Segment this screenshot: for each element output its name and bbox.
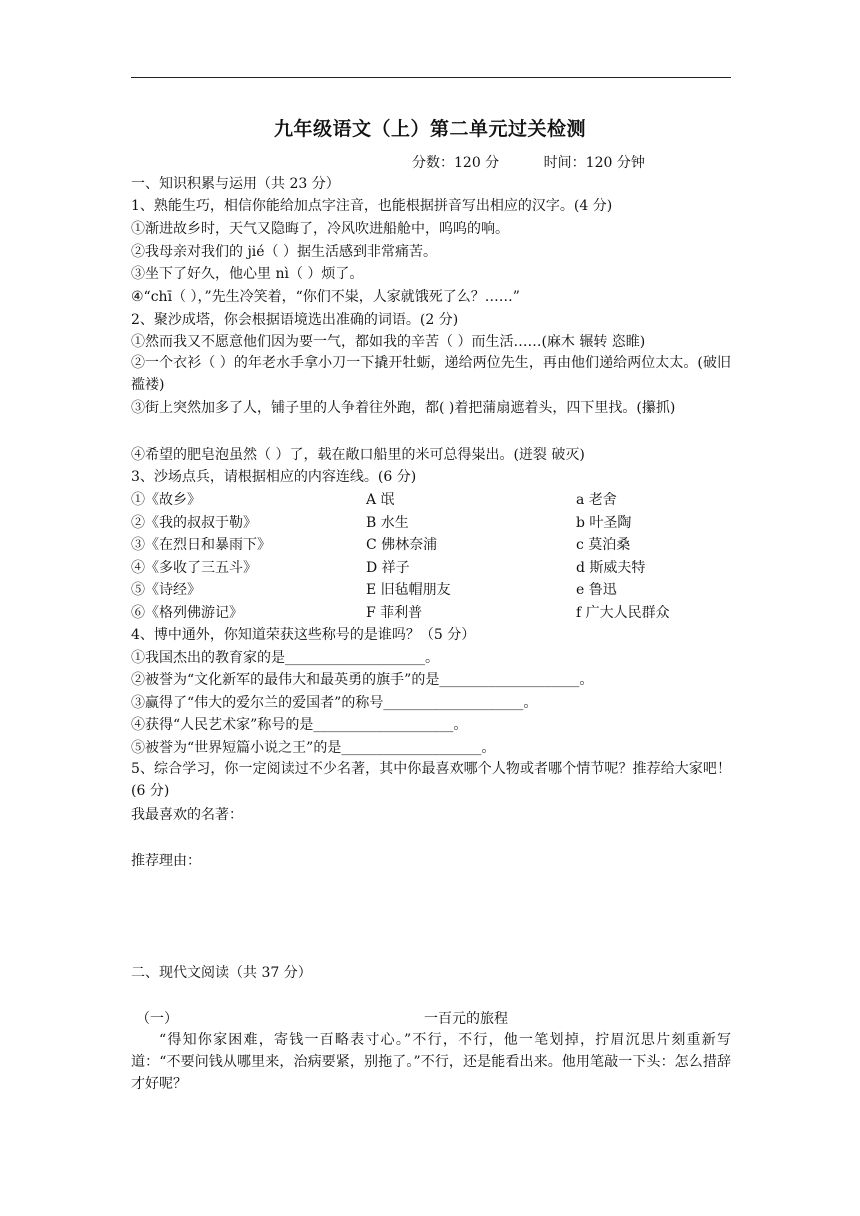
matching-author: b 叶圣陶 — [576, 515, 632, 531]
q2-item-1: ①然而我又不愿意他们因为要一气，都如我的辛苦（ ）而生活……(麻木 辗转 恣睢) — [131, 334, 646, 350]
matching-work: ②《我的叔叔于勒》 — [131, 515, 257, 531]
q4-item-3: ③赢得了“伟大的爱尔兰的爱国者”的称号____________________。 — [131, 695, 538, 711]
matching-author: c 莫泊桑 — [576, 537, 631, 553]
q4-item-2: ②被誉为“文化新军的最伟大和最英勇的旗手”的是____________________。 — [131, 672, 594, 688]
matching-character: F 菲利普 — [366, 605, 423, 621]
matching-author: f 广大人民群众 — [576, 605, 670, 621]
q1-prompt: 1、熟能生巧，相信你能给加点字注音，也能根据拼音写出相应的汉字。(4 分) — [131, 198, 613, 214]
q4-item-4: ④获得“人民艺术家”称号的是____________________。 — [131, 717, 468, 733]
q2-item-3: ③街上突然加多了人，铺子里的人争着往外跑，都( )着把蒲扇遮着头，四下里找。(攥抓) — [131, 400, 676, 416]
q1-item-4: ④“chī（ ），”先生冷笑着，“你们不粜，人家就饿死了么？……” — [131, 289, 520, 305]
q5-prompt: 5、综合学习，你一定阅读过不少名著，其中你最喜欢哪个人物或者哪个情节呢？推荐给大家吧！(6 分) — [131, 761, 731, 799]
q1-item-3: ③坐下了好久，他心里 nì（ ）烦了。 — [131, 266, 364, 282]
article-title: 一百元的旅程 — [424, 1011, 508, 1027]
matching-character: C 佛林奈浦 — [366, 537, 438, 553]
q5-reason-label: 推荐理由： — [131, 853, 201, 869]
q2-item-2: ②一个衣衫（ ）的年老水手拿小刀一下撬开牡蛎，递给两位先生，再由他们递给两位太太。(破旧 褴褛) — [131, 355, 731, 393]
q2-prompt: 2、聚沙成塔，你会根据语境选出准确的词语。(2 分) — [131, 312, 459, 328]
matching-character: E 旧毡帽朋友 — [366, 582, 451, 598]
q4-prompt: 4、博中通外，你知道荣获这些称号的是谁吗？（5 分） — [131, 627, 476, 643]
matching-character: A 氓 — [366, 492, 395, 508]
q1-item-1: ①渐进故乡时，天气又隐晦了，冷风吹进船舱中，呜呜的响。 — [131, 221, 509, 237]
article-paragraph: “得知你家困难，寄钱一百略表寸心。”不行，不行，他一笔划掉，拧眉沉思片刻重新写道：“不要问钱从哪里来，治病要紧，别拖了。”不行，还是能看出来。他用笔敲一下头：怎么措辞才好呢？ — [131, 1032, 731, 1092]
matching-work: ③《在烈日和暴雨下》 — [131, 537, 271, 553]
q5-favorite-label: 我最喜欢的名著： — [131, 807, 243, 823]
matching-author: a 老舍 — [576, 492, 617, 508]
part2-heading: 二、现代文阅读（共 37 分） — [131, 965, 312, 981]
q4-item-1: ①我国杰出的教育家的是____________________。 — [131, 650, 439, 666]
page-title: 九年级语文（上）第二单元过关检测 — [273, 118, 586, 140]
header-rule — [131, 77, 731, 78]
matching-work: ⑥《格列佛游记》 — [131, 605, 243, 621]
matching-work: ⑤《诗经》 — [131, 582, 201, 598]
part1-heading: 一、知识积累与运用（共 23 分） — [131, 176, 340, 192]
score-time-info: 分数：120 分 时间：120 分钟 — [412, 155, 645, 171]
section-label: （一） — [136, 1011, 178, 1027]
matching-author: e 鲁迅 — [576, 582, 617, 598]
matching-author: d 斯威夫特 — [576, 560, 646, 576]
q4-item-5: ⑤被誉为“世界短篇小说之王”的是____________________。 — [131, 740, 496, 756]
matching-character: D 祥子 — [366, 560, 410, 576]
matching-character: B 水生 — [366, 515, 409, 531]
q2-item-4: ④希望的肥皂泡虽然（ ）了，载在敞口船里的米可总得粜出。(迸裂 破灭) — [131, 447, 585, 463]
matching-work: ④《多收了三五斗》 — [131, 560, 257, 576]
matching-work: ①《故乡》 — [131, 492, 201, 508]
q1-item-2: ②我母亲对我们的 jié（ ）据生活感到非常痛苦。 — [131, 244, 438, 260]
q3-prompt: 3、沙场点兵，请根据相应的内容连线。(6 分) — [131, 469, 417, 485]
